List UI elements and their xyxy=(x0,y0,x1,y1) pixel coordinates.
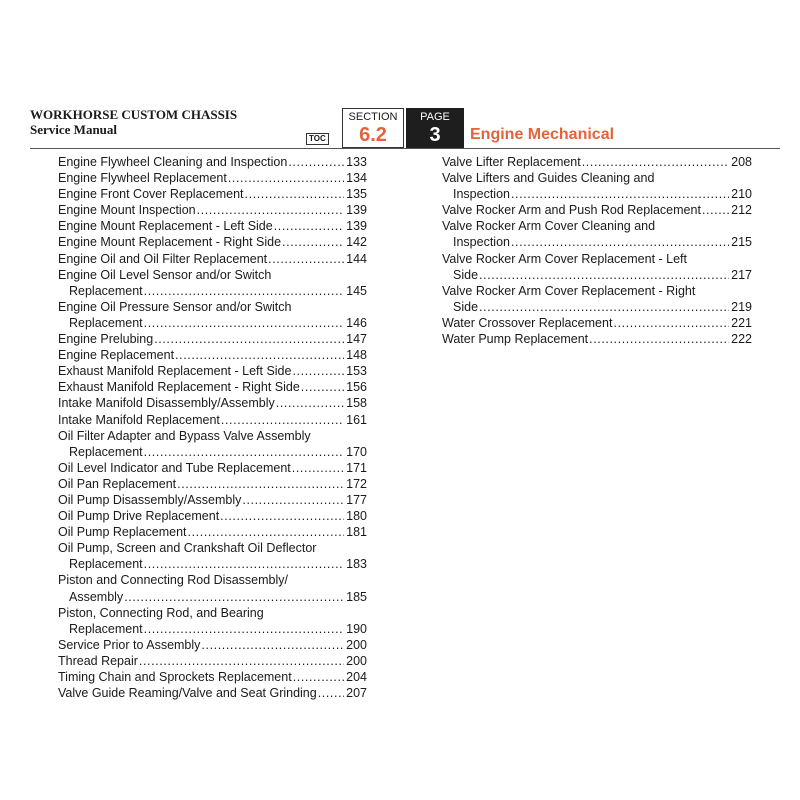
toc-entry-title: Valve Guide Reaming/Valve and Seat Grinding xyxy=(58,686,317,701)
dot-leader xyxy=(589,331,729,347)
toc-entry[interactable] xyxy=(58,202,367,218)
toc-entry[interactable] xyxy=(442,283,752,315)
toc-entry-title: Engine Front Cover Replacement xyxy=(58,187,244,202)
toc-entry-title: Intake Manifold Replacement xyxy=(58,412,220,427)
toc-right-column xyxy=(442,154,752,347)
toc-entry-title: Thread Repair xyxy=(58,653,138,668)
dot-leader xyxy=(245,186,345,202)
toc-entry[interactable] xyxy=(58,331,367,347)
toc-entry-title: Oil Pump Disassembly/Assembly xyxy=(58,492,242,507)
toc-entry[interactable] xyxy=(58,492,367,508)
toc-entry-title: Valve Rocker Arm Cover Replacement - Right xyxy=(442,283,696,298)
toc-entry-page-number: 142 xyxy=(346,235,367,250)
toc-entry-page-number: 215 xyxy=(731,235,752,250)
toc-entry[interactable] xyxy=(58,572,367,604)
dot-leader xyxy=(479,299,729,315)
toc-entry[interactable] xyxy=(58,605,367,637)
toc-entry-title: Engine Oil and Oil Filter Replacement xyxy=(58,251,268,266)
dot-leader xyxy=(292,363,344,379)
toc-entry-title: Timing Chain and Sprockets Replacement xyxy=(58,670,292,684)
section-number: 6.2 xyxy=(359,124,387,146)
toc-entry-title: Water Crossover Replacement xyxy=(442,315,613,330)
dot-leader xyxy=(613,315,729,331)
toc-entry-page-number: 217 xyxy=(731,267,752,282)
toc-entry-title-continued: Replacement xyxy=(69,315,143,330)
toc-entry-title: Exhaust Manifold Replacement - Right Side xyxy=(58,380,300,395)
toc-entry-page-number: 207 xyxy=(346,686,367,701)
toc-entry[interactable] xyxy=(58,234,367,250)
toc-entry[interactable] xyxy=(58,637,367,653)
toc-entry-page-number: 180 xyxy=(346,509,367,524)
toc-entry-title: Piston, Connecting Rod, and Bearing xyxy=(58,605,264,620)
dot-leader xyxy=(139,653,344,669)
brand-block xyxy=(30,107,237,137)
toc-entry[interactable] xyxy=(58,540,367,572)
toc-entry-title: Valve Lifters and Guides Cleaning and xyxy=(442,171,655,186)
dot-leader xyxy=(177,476,344,492)
dot-leader xyxy=(220,508,344,524)
toc-entry[interactable] xyxy=(442,218,752,250)
toc-entry-page-number: 185 xyxy=(346,589,367,604)
toc-entry-title-continued: Replacement xyxy=(69,621,143,636)
toc-entry-title: Exhaust Manifold Replacement - Left Side xyxy=(58,364,292,379)
page-badge xyxy=(406,108,464,148)
toc-entry-title: Intake Manifold Disassembly/Assembly xyxy=(58,396,275,411)
toc-entry-page-number: 221 xyxy=(731,315,752,330)
toc-entry[interactable] xyxy=(58,347,367,363)
dot-leader xyxy=(511,234,729,250)
dot-leader xyxy=(274,218,344,234)
dot-leader xyxy=(318,685,344,701)
toc-entry-title: Oil Pump Drive Replacement xyxy=(58,509,220,524)
toc-entry-title: Engine Prelubing xyxy=(58,332,154,347)
toc-entry-title: Oil Pump Replacement xyxy=(58,525,187,540)
toc-entry[interactable] xyxy=(58,379,367,395)
dot-leader xyxy=(293,669,344,685)
page-label: PAGE xyxy=(420,111,450,123)
toc-entry-page-number: 153 xyxy=(346,364,367,379)
toc-left-column xyxy=(58,154,367,701)
dot-leader xyxy=(197,202,345,218)
dot-leader xyxy=(276,395,344,411)
toc-link[interactable]: TOC xyxy=(306,133,329,145)
toc-entry-title: Engine Mount Inspection xyxy=(58,203,196,218)
toc-entry[interactable] xyxy=(58,524,367,540)
toc-entry-title: Valve Rocker Arm and Push Rod Replacement xyxy=(442,203,701,218)
toc-entry-title: Valve Rocker Arm Cover Cleaning and xyxy=(442,219,656,234)
toc-entry[interactable] xyxy=(58,428,367,460)
dot-leader xyxy=(301,379,344,395)
toc-entry-title-continued: Replacement xyxy=(69,444,143,459)
toc-entry-page-number: 144 xyxy=(346,251,367,266)
toc-entry-page-number: 156 xyxy=(346,380,367,395)
toc-entry-page-number: 133 xyxy=(346,155,367,169)
page-number: 3 xyxy=(429,124,441,146)
toc-entry-title: Oil Level Indicator and Tube Replacement xyxy=(58,460,291,475)
dot-leader xyxy=(124,589,344,605)
toc-entry-title-continued: Inspection xyxy=(453,235,510,250)
toc-entry-page-number: 134 xyxy=(346,171,367,186)
toc-entry[interactable] xyxy=(442,170,752,202)
dot-leader xyxy=(201,637,344,653)
dot-leader xyxy=(282,234,344,250)
toc-entry[interactable] xyxy=(58,218,367,234)
dot-leader xyxy=(292,460,344,476)
toc-entry[interactable] xyxy=(442,315,752,331)
toc-entry[interactable] xyxy=(58,508,367,524)
toc-entry-page-number: 161 xyxy=(346,412,367,427)
dot-leader xyxy=(511,186,729,202)
dot-leader xyxy=(175,347,344,363)
toc-entry-title: Valve Lifter Replacement xyxy=(442,155,581,169)
dot-leader xyxy=(228,170,344,186)
toc-entry-page-number: 145 xyxy=(346,283,367,298)
toc-entry-title-continued: Inspection xyxy=(453,187,510,202)
toc-entry-page-number: 210 xyxy=(731,187,752,202)
dot-leader xyxy=(144,444,344,460)
toc-entry[interactable] xyxy=(58,363,367,379)
toc-entry-title: Piston and Connecting Rod Disassembly/ xyxy=(58,573,288,588)
toc-entry-title: Oil Filter Adapter and Bypass Valve Assembly xyxy=(58,428,311,443)
dot-leader xyxy=(154,331,344,347)
toc-entry-page-number: 183 xyxy=(346,557,367,572)
toc-entry-title: Oil Pan Replacement xyxy=(58,476,177,491)
section-badge xyxy=(342,108,404,148)
toc-entry-page-number: 147 xyxy=(346,332,367,347)
toc-entry-page-number: 181 xyxy=(346,525,367,540)
toc-entry-page-number: 212 xyxy=(731,203,752,218)
toc-entry-page-number: 177 xyxy=(346,492,367,507)
toc-entry-page-number: 172 xyxy=(346,476,367,491)
section-label: SECTION xyxy=(348,111,398,123)
toc-entry-page-number: 158 xyxy=(346,396,367,411)
dot-leader xyxy=(479,267,729,283)
brand-name: WORKHORSE CUSTOM CHASSIS xyxy=(30,107,238,122)
toc-entry-page-number: 219 xyxy=(731,299,752,314)
toc-entry-title: Engine Replacement xyxy=(58,348,175,363)
toc-entry-page-number: 135 xyxy=(346,187,367,202)
toc-entry-title-continued: Replacement xyxy=(69,557,143,572)
dot-leader xyxy=(144,315,344,331)
toc-entry[interactable] xyxy=(58,653,367,669)
toc-entry-page-number: 146 xyxy=(346,315,367,330)
toc-entry-title: Engine Oil Level Sensor and/or Switch xyxy=(58,267,272,282)
toc-entry-page-number: 171 xyxy=(346,460,367,475)
toc-entry[interactable] xyxy=(442,154,752,170)
toc-entry-title-continued: Side xyxy=(453,267,479,282)
dot-leader xyxy=(702,202,729,218)
toc-entry-page-number: 200 xyxy=(346,637,367,652)
toc-entry[interactable] xyxy=(442,251,752,283)
toc-entry[interactable] xyxy=(58,154,367,170)
dot-leader xyxy=(144,283,344,299)
toc-entry-title-continued: Assembly xyxy=(69,589,124,604)
toc-entry[interactable] xyxy=(58,412,367,428)
toc-entry-title-continued: Side xyxy=(453,299,479,314)
toc-entry-title: Engine Mount Replacement - Left Side xyxy=(58,219,273,234)
dot-leader xyxy=(188,524,345,540)
toc-entry-title: Service Prior to Assembly xyxy=(58,637,201,652)
toc-entry[interactable] xyxy=(58,251,367,267)
toc-entry[interactable] xyxy=(58,186,367,202)
toc-entry-page-number: 170 xyxy=(346,444,367,459)
dot-leader xyxy=(144,621,344,637)
manual-subtitle: Service Manual xyxy=(30,122,118,137)
toc-entry-title: Engine Flywheel Cleaning and Inspection xyxy=(58,155,288,169)
dot-leader xyxy=(288,154,344,170)
toc-entry[interactable] xyxy=(58,267,367,299)
toc-entry[interactable] xyxy=(58,685,367,701)
toc-entry[interactable] xyxy=(58,299,367,331)
toc-entry-title: Oil Pump, Screen and Crankshaft Oil Deflector xyxy=(58,541,317,556)
dot-leader xyxy=(268,251,344,267)
dot-leader xyxy=(582,154,729,170)
toc-entry-title: Valve Rocker Arm Cover Replacement - Left xyxy=(442,251,688,266)
toc-entry[interactable] xyxy=(442,331,752,347)
toc-entry-title: Engine Flywheel Replacement xyxy=(58,171,227,186)
chapter-title: Engine Mechanical xyxy=(470,126,615,143)
dot-leader xyxy=(144,556,344,572)
header-divider xyxy=(30,148,780,149)
toc-entry[interactable] xyxy=(58,669,367,685)
toc-entry-page-number: 139 xyxy=(346,219,367,234)
toc-entry[interactable] xyxy=(58,476,367,492)
toc-entry[interactable] xyxy=(58,170,367,186)
toc-entry-page-number: 222 xyxy=(731,332,752,347)
toc-entry-title: Engine Mount Replacement - Right Side xyxy=(58,235,282,250)
toc-entry[interactable] xyxy=(58,395,367,411)
toc-entry-title: Engine Oil Pressure Sensor and/or Switch xyxy=(58,299,292,314)
toc-entry[interactable] xyxy=(58,460,367,476)
toc-entry-title-continued: Replacement xyxy=(69,283,143,298)
toc-entry-page-number: 190 xyxy=(346,621,367,636)
toc-entry-page-number: 204 xyxy=(346,670,367,684)
toc-entry-title: Water Pump Replacement xyxy=(442,332,589,347)
dot-leader xyxy=(242,492,344,508)
toc-entry-page-number: 200 xyxy=(346,653,367,668)
toc-entry-page-number: 208 xyxy=(731,155,752,169)
toc-entry-page-number: 139 xyxy=(346,203,367,218)
toc-entry[interactable] xyxy=(442,202,752,218)
toc-entry-page-number: 148 xyxy=(346,348,367,363)
dot-leader xyxy=(221,412,344,428)
